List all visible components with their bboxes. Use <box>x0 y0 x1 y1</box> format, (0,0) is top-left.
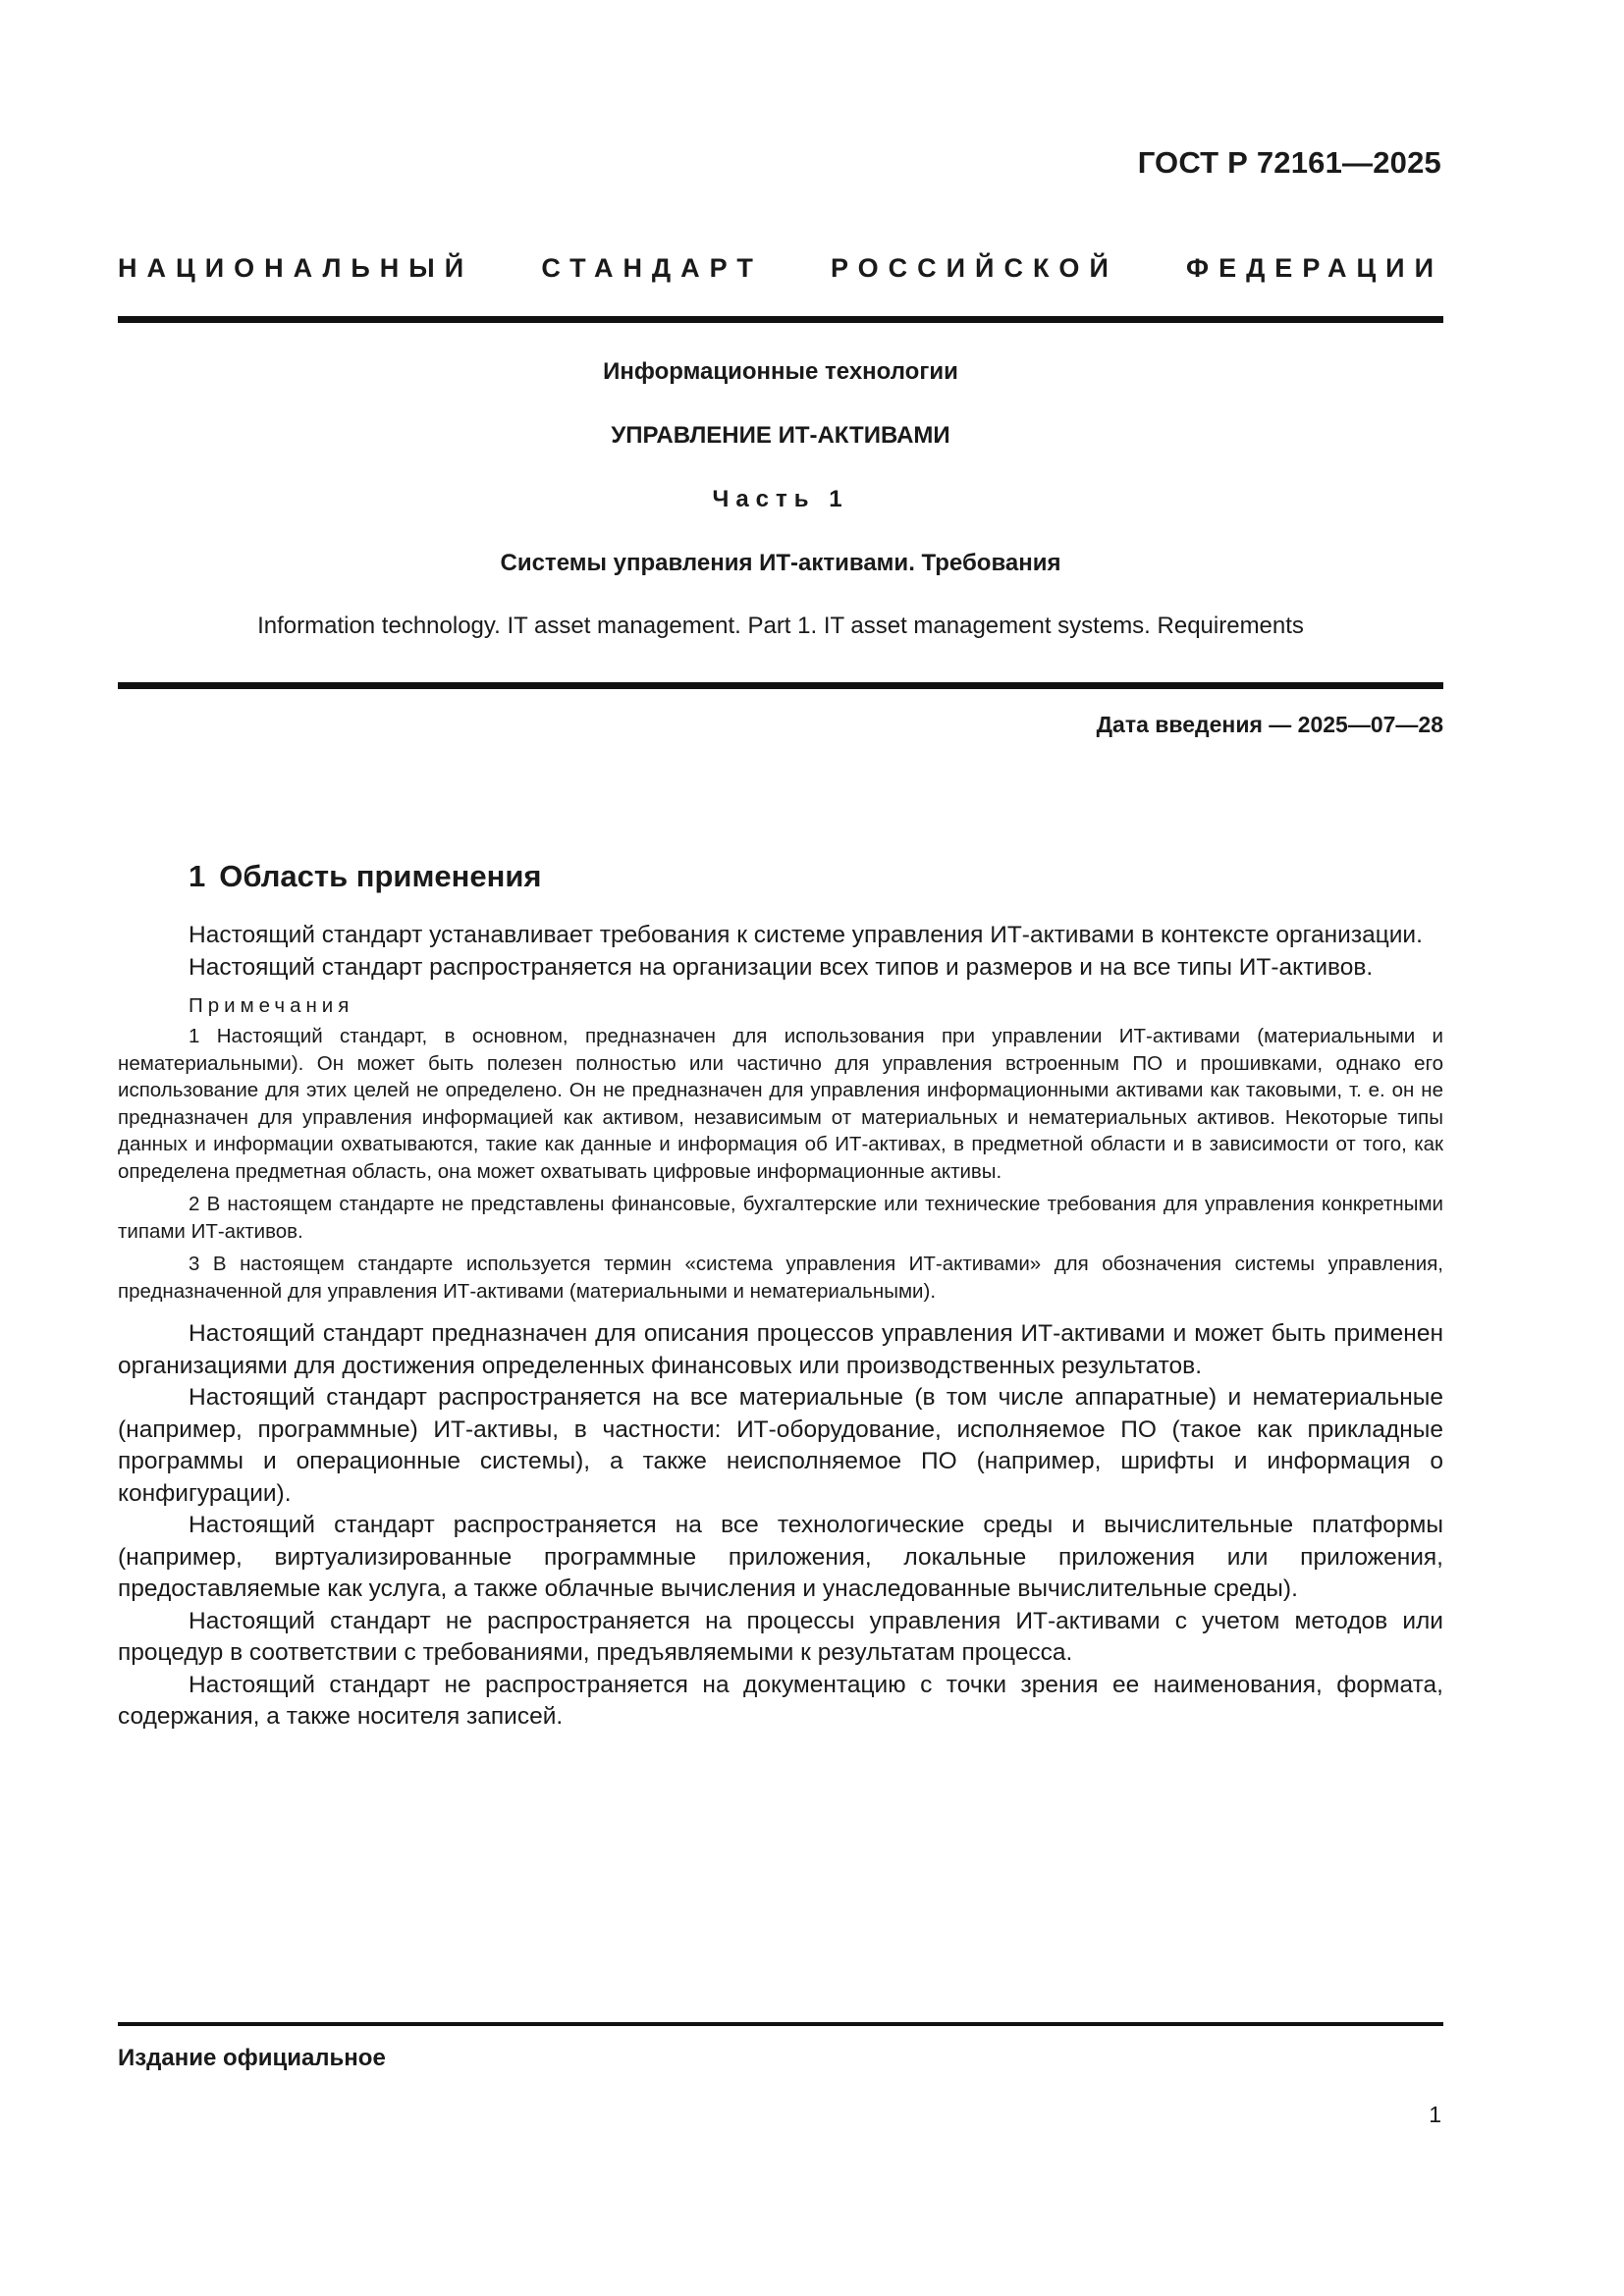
middle-divider <box>118 682 1443 689</box>
paragraph: Настоящий стандарт не распространяется на документацию с точки зрения ее наименования, формата, содержания, а также носителя записей. <box>118 1671 1443 1730</box>
paragraph: Настоящий стандарт распространяется на все технологические среды и вычислительные платформы (например, виртуализированные программные приложения, локальные приложения или приложения, предоставляемые как услуга, а также облачные вычисления и унаследованные вычислительные среды). <box>118 1512 1443 1602</box>
note-item: 1 Настоящий стандарт, в основном, предназначен для использования при управлении ИТ-активами (материальными и нематериальными). Он может быть полезен полностью или частично для управления встроенным ПО и прошивками, однако его использование для этих целей не определено. Он не предназначен для управления информационными активами как таковыми, т. е. он не предназначен для управления информацией как активом, независимым от материальных и нематериальных активов. Некоторые типы данных и информации охватываются, такие как данные и информация об ИТ-активах, в предметной области и в зависимости от того, как определена предметная область, она может охватывать цифровые информационные активы. <box>118 1025 1443 1183</box>
subtitle: Системы управления ИТ-активами. Требования <box>500 550 1061 576</box>
field-title: Информационные технологии <box>603 358 958 385</box>
part-title: Часть 1 <box>712 486 849 512</box>
main-title: УПРАВЛЕНИЕ ИТ-АКТИВАМИ <box>611 422 950 449</box>
paragraph: Настоящий стандарт распространяется на организации всех типов и размеров и на все типы ИТ-активов. <box>189 953 1374 981</box>
paragraph: Настоящий стандарт не распространяется на процессы управления ИТ-активами с учетом методов или процедур в соответствии с требованиями, предъявляемыми к результатам процесса. <box>118 1607 1443 1666</box>
paragraph: Настоящий стандарт предназначен для описания процессов управления ИТ-активами и может быть применен организациями для достижения определенных финансовых или производственных результатов. <box>118 1320 1443 1379</box>
national-standard-title: НАЦИОНАЛЬНЫЙ СТАНДАРТ РОССИЙСКОЙ ФЕДЕРАЦИИ <box>118 253 1443 283</box>
top-divider <box>118 316 1443 323</box>
paragraph: Настоящий стандарт устанавливает требования к системе управления ИТ-активами в контексте организации. <box>189 922 1423 948</box>
bottom-divider <box>118 2022 1443 2026</box>
paragraph: Настоящий стандарт распространяется на все материальные (в том числе аппаратные) и нематериальные (например, программные) ИТ-активы, в частности: ИТ-оборудование, исполняемое ПО (такое как прикладные программы и операционные системы), а также неисполняемое ПО (например, шрифты и информация о конфигурации). <box>118 1384 1443 1507</box>
note-item: 3 В настоящем стандарте используется термин «система управления ИТ-активами» для обозначения системы управления, предназначенной для управления ИТ-активами (материальными и нематериальными). <box>118 1253 1443 1303</box>
english-title: Information technology. IT asset management. Part 1. IT asset management systems. Requirements <box>257 613 1304 639</box>
section-body <box>118 920 1443 1734</box>
introduction-date: Дата введения — 2025—07—28 <box>1096 712 1443 737</box>
note-item: 2 В настоящем стандарте не представлены финансовые, бухгалтерские или технические требования для управления конкретными типами ИТ-активов. <box>118 1193 1443 1243</box>
section-number: 1 <box>189 859 206 893</box>
page-number: 1 <box>1429 2102 1441 2127</box>
section-title: Область применения <box>219 859 542 893</box>
section-heading <box>189 859 542 894</box>
edition-label: Издание официальное <box>118 2045 386 2071</box>
notes-heading: Примечания <box>189 994 354 1017</box>
standard-number: ГОСТ Р 72161—2025 <box>1137 145 1441 180</box>
